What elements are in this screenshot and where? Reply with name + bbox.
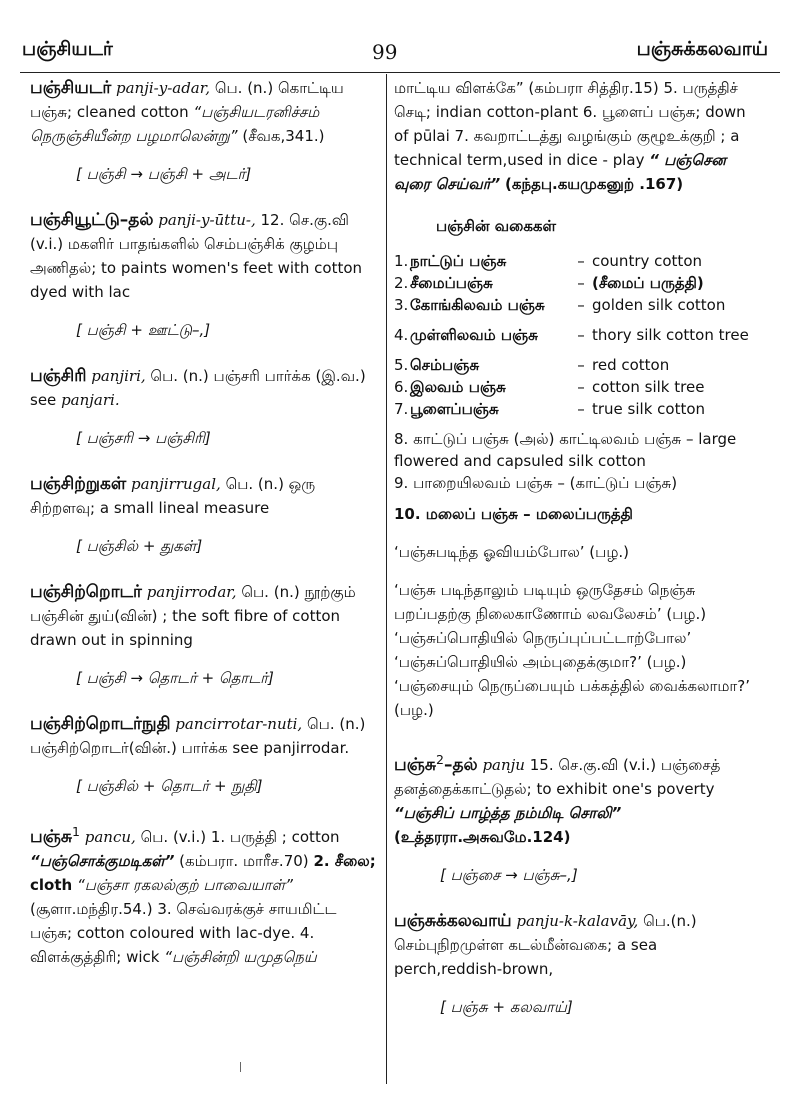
item-number: 4. [394, 326, 409, 344]
item-name: நாட்டுப் பஞ்சு [410, 252, 507, 270]
left-column [30, 76, 378, 991]
headword: பஞ்சிற்றொடர் [30, 582, 142, 602]
entry-panjiyadar [30, 76, 378, 186]
definition: பெ. (n.) ஒரு சிற்றளவு; a small lineal measure [30, 475, 316, 517]
item-name: முள்ளிலவம் பஞ்சு [410, 326, 538, 344]
homograph-number: 1 [72, 824, 80, 839]
definition: மாட்டிய விளக்கே” (கம்பரா சித்திர.15) 5. பருத்திச் செடி; indian cotton-plant 6. பூளைப் பஞ்சு; down of pūlai 7. கவறாட்டத்து வழங்கும் குழூஉக்குறி ; a technical term,used in dice - play [394, 79, 746, 169]
item-number: 6. [394, 378, 409, 396]
definition: 2. சீலை; cloth [30, 852, 376, 894]
item-number: 2. [394, 274, 409, 292]
etymology: [ பஞ்சி → தொடர் + தொடர்] [76, 669, 274, 687]
list-item [394, 354, 750, 376]
item-dash: – [577, 274, 585, 292]
item-dash: – [577, 356, 585, 374]
definition: 12. செ.கு.வி (v.i.) மகளிர் பாதங்களில் செம்பஞ்சிக் குழம்பு அணிதல்; to paints women's feet with cotton dyed with lac [30, 211, 363, 301]
quotation: “பஞ்சின்றி யமுதநெய் [164, 948, 317, 966]
page-header [0, 0, 800, 62]
transliteration: pancirrotar-nuti, [175, 715, 303, 733]
list-item [394, 294, 750, 316]
transliteration: panjiri, [91, 367, 146, 385]
citation: (சீவக,341.) [242, 127, 325, 145]
etymology: [ பஞ்சி + ஊட்டு–,] [76, 321, 211, 339]
varieties-list [394, 250, 750, 526]
proverb-group: ‘பஞ்சு படிந்தாலும் படியும் ஒருதேசம் நெஞ்சு பறப்பதற்கு நிலைகாணோம் லவலேசம்’ (பழ.) ‘பஞ்சுப்பொதியில் நெருப்புப்பட்டாற்போல’ ‘பஞ்சுப்பொதியில் அம்புதைக்குமா?’ (பழ.) ‘பஞ்சையும் நெருப்பையும் பக்கத்தில் வைக்கலாமா?’ (பழ.) [394, 581, 750, 719]
definition: 15. செ.கு.வி (v.i.) பஞ்சைத் தனத்தைக்காட்டுதல்; to exhibit one's poverty [394, 756, 721, 798]
etymology: [ பஞ்சில் + தொடர் + நுதி] [76, 777, 263, 795]
quotation: “பஞ்சா ரகலல்குற் பாவையாள்” [76, 876, 293, 894]
headword: பஞ்சிற்றொடர்நுதி [30, 714, 171, 734]
item-gloss: country cotton [592, 252, 703, 270]
item-dash: – [577, 400, 585, 418]
headword-suffix: –தல் [443, 755, 478, 775]
header-left-guide-word: பஞ்சியடர் [22, 38, 113, 60]
definition: பெ. (n.) கொட்டிய பஞ்சு; cleaned cotton [30, 79, 344, 121]
item-gloss: thory silk cotton tree [592, 326, 749, 344]
cross-reference: panjari. [61, 391, 120, 409]
item-dash: – [577, 378, 585, 396]
item-name: கோங்கிலவம் பஞ்சு [410, 296, 545, 314]
citation: (கந்தபு.கயமுகனுற் .167) [505, 175, 684, 193]
item-name: செம்பஞ்சு [410, 356, 480, 374]
item-number: 3. [394, 296, 409, 314]
entry-panjiri [30, 364, 378, 450]
etymology: [ பஞ்சு + கலவாய்] [440, 998, 573, 1016]
headword: பஞ்சுக்கலவாய் [394, 911, 512, 931]
list-item: 10. மலைப் பஞ்சு – மலைப்பருத்தி [394, 505, 633, 523]
item-gloss: red cotton [592, 356, 670, 374]
entry-panju-k-kalavay [394, 909, 750, 1019]
item-number: 1. [394, 252, 409, 270]
definition: பெ. (n.) பஞ்சரி பார்க்க (இ.வ.) see [30, 367, 366, 409]
headword: பஞ்சிரி [30, 366, 87, 386]
cross-reference: பஞ்சிற்றொடர்(வின்.) பார்க்க see panjirrodar. [30, 739, 350, 757]
item-gloss: golden silk cotton [592, 296, 726, 314]
item-name: சீமைப்பஞ்சு [410, 274, 493, 292]
item-gloss: true silk cotton [592, 400, 706, 418]
list-item [394, 250, 750, 272]
transliteration: panju [482, 756, 525, 774]
list-item [394, 272, 750, 294]
transliteration: panjirrodar, [146, 583, 237, 601]
item-name: இலவம் பஞ்சு [410, 378, 506, 396]
transliteration: panji-y-adar, [116, 79, 211, 97]
definition: பெ. (n.) நூற்கும் பஞ்சின் துய்(வின்) ; the soft fibre of cotton drawn out in spinning [30, 583, 356, 649]
list-item [394, 324, 750, 346]
headword: பஞ்சியடர் [30, 78, 112, 98]
headword: பஞ்சிற்றுகள் [30, 474, 127, 494]
etymology: [ பஞ்சில் + துகள்] [76, 537, 203, 555]
header-rule [20, 72, 780, 73]
entry-panju-2 [394, 748, 750, 887]
entry-pancirrotar-nuti [30, 712, 378, 798]
item-dash: – [577, 252, 585, 270]
column-divider [386, 74, 387, 1084]
varieties-title: பஞ்சின் வகைகள் [436, 217, 557, 235]
headword: பஞ்சு [30, 827, 73, 847]
entry-panjirrodar [30, 580, 378, 690]
page-number: 99 [372, 40, 398, 64]
item-dash: – [577, 296, 585, 314]
homograph-number: 2 [436, 752, 444, 767]
transliteration: panjirrugal, [131, 475, 221, 493]
headword: பஞ்சியூட்டு–தல் [30, 210, 154, 230]
right-column [394, 76, 750, 1019]
header-right-guide-word: பஞ்சுக்கலவாய் [636, 38, 768, 60]
pancu-continuation [394, 76, 750, 196]
quotation: “பஞ்சிப் பாழ்த்த நம்மிடி சொலி” [394, 804, 622, 822]
item-number: 5. [394, 356, 409, 374]
list-item: 9. பாறையிலவம் பஞ்சு – (காட்டுப் பஞ்சு) [394, 474, 678, 492]
quotation: “ பஞ்சென வுரை செய்வர்” [394, 151, 726, 193]
transliteration: panji-y-ūttu-, [158, 211, 256, 229]
citation: (கம்பரா. மாரீச.70) [179, 852, 309, 870]
print-mark [240, 1062, 244, 1072]
entry-panjiyuttu [30, 208, 378, 342]
definition: பெ. (v.i.) 1. பருத்தி ; cotton [140, 828, 340, 846]
item-gloss: (சீமைப் பருத்தி) [592, 274, 704, 292]
item-name: பூளைப்பஞ்சு [410, 400, 499, 418]
definition: பெ. (n.) [306, 715, 366, 733]
proverb-1: ‘பஞ்சுபடிந்த ஓவியம்போல’ (பழ.) [394, 543, 630, 561]
etymology: [ பஞ்சை → பஞ்சு–,] [440, 866, 578, 884]
quotation: “பஞ்சியடரனிச்சம் நெருஞ்சியீன்ற பழமாலென்று” [30, 103, 320, 145]
etymology: [ பஞ்சரி → பஞ்சிரி] [76, 429, 211, 447]
headword: பஞ்சு [394, 755, 437, 775]
entry-pancu-1 [30, 820, 378, 969]
list-item: 8. காட்டுப் பஞ்சு (அல்) காட்டிலவம் பஞ்சு – large flowered and capsuled silk cotton [394, 430, 737, 470]
etymology: [ பஞ்சி → பஞ்சி + அடர்] [76, 165, 252, 183]
item-gloss: cotton silk tree [592, 378, 705, 396]
quotation: “பஞ்சொக்குமடிகள்” [30, 852, 175, 870]
citation: (உத்தரரா.அசுவமே.124) [394, 828, 571, 846]
transliteration: pancu, [84, 828, 136, 846]
list-item [394, 398, 750, 420]
transliteration: panju-k-kalavāy, [516, 912, 639, 930]
item-dash: – [577, 326, 585, 344]
definition: பெ.(n.) செம்புநிறமுள்ள கடல்மீன்வகை; a sea perch,reddish-brown, [394, 912, 697, 978]
citation: (சூளா.மந்திர.54.) 3. செவ்வரக்குச் சாயமிட்ட பஞ்சு; cotton coloured with lac-dye. 4. விளக்குத்திரி; wick [30, 900, 337, 966]
entry-panjirrugal [30, 472, 378, 558]
item-number: 7. [394, 400, 409, 418]
list-item [394, 376, 750, 398]
